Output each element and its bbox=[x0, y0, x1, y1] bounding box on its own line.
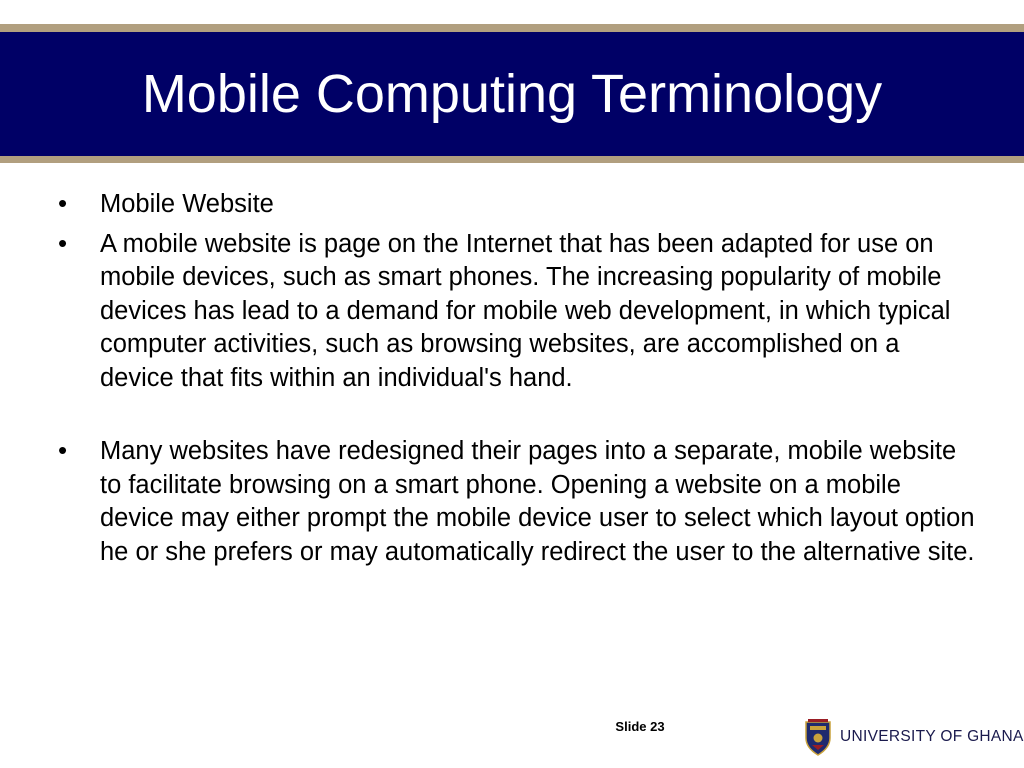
bullet-marker: • bbox=[58, 227, 68, 258]
logo-wordmark: UNIVERSITY OF GHANA bbox=[840, 728, 1024, 745]
top-accent-stripe bbox=[0, 24, 1024, 32]
bullet-text: Many websites have redesigned their pages into a separate, mobile website to facilitate browsing on a smart phone. Opening a website on a mobile device may either prompt the mobile device user to select which layout option he or she prefers or may automatically redirect the user to the alternative site. bbox=[100, 437, 975, 566]
bullet-item bbox=[58, 188, 978, 222]
bullet-text: A mobile website is page on the Internet that has been adapted for use on mobile devices, such as smart phones. The increasing popularity of mobile devices has lead to a demand for mobile web development, in which typical computer activities, such as browsing websites, are accomplished on a device that fits within an individual's hand. bbox=[100, 229, 951, 392]
bullet-marker: • bbox=[58, 435, 68, 465]
university-crest-icon bbox=[804, 718, 832, 756]
bottom-accent-stripe bbox=[0, 156, 1024, 163]
slide-number: Slide 23 bbox=[615, 719, 665, 734]
bullet-text: Mobile Website bbox=[100, 190, 274, 218]
slide-body bbox=[58, 188, 978, 575]
university-logo bbox=[804, 717, 1024, 757]
slide-title: Mobile Computing Terminology bbox=[141, 64, 883, 124]
bullet-item bbox=[58, 228, 978, 396]
bullet-item bbox=[58, 435, 978, 569]
bullet-marker: • bbox=[58, 188, 68, 218]
